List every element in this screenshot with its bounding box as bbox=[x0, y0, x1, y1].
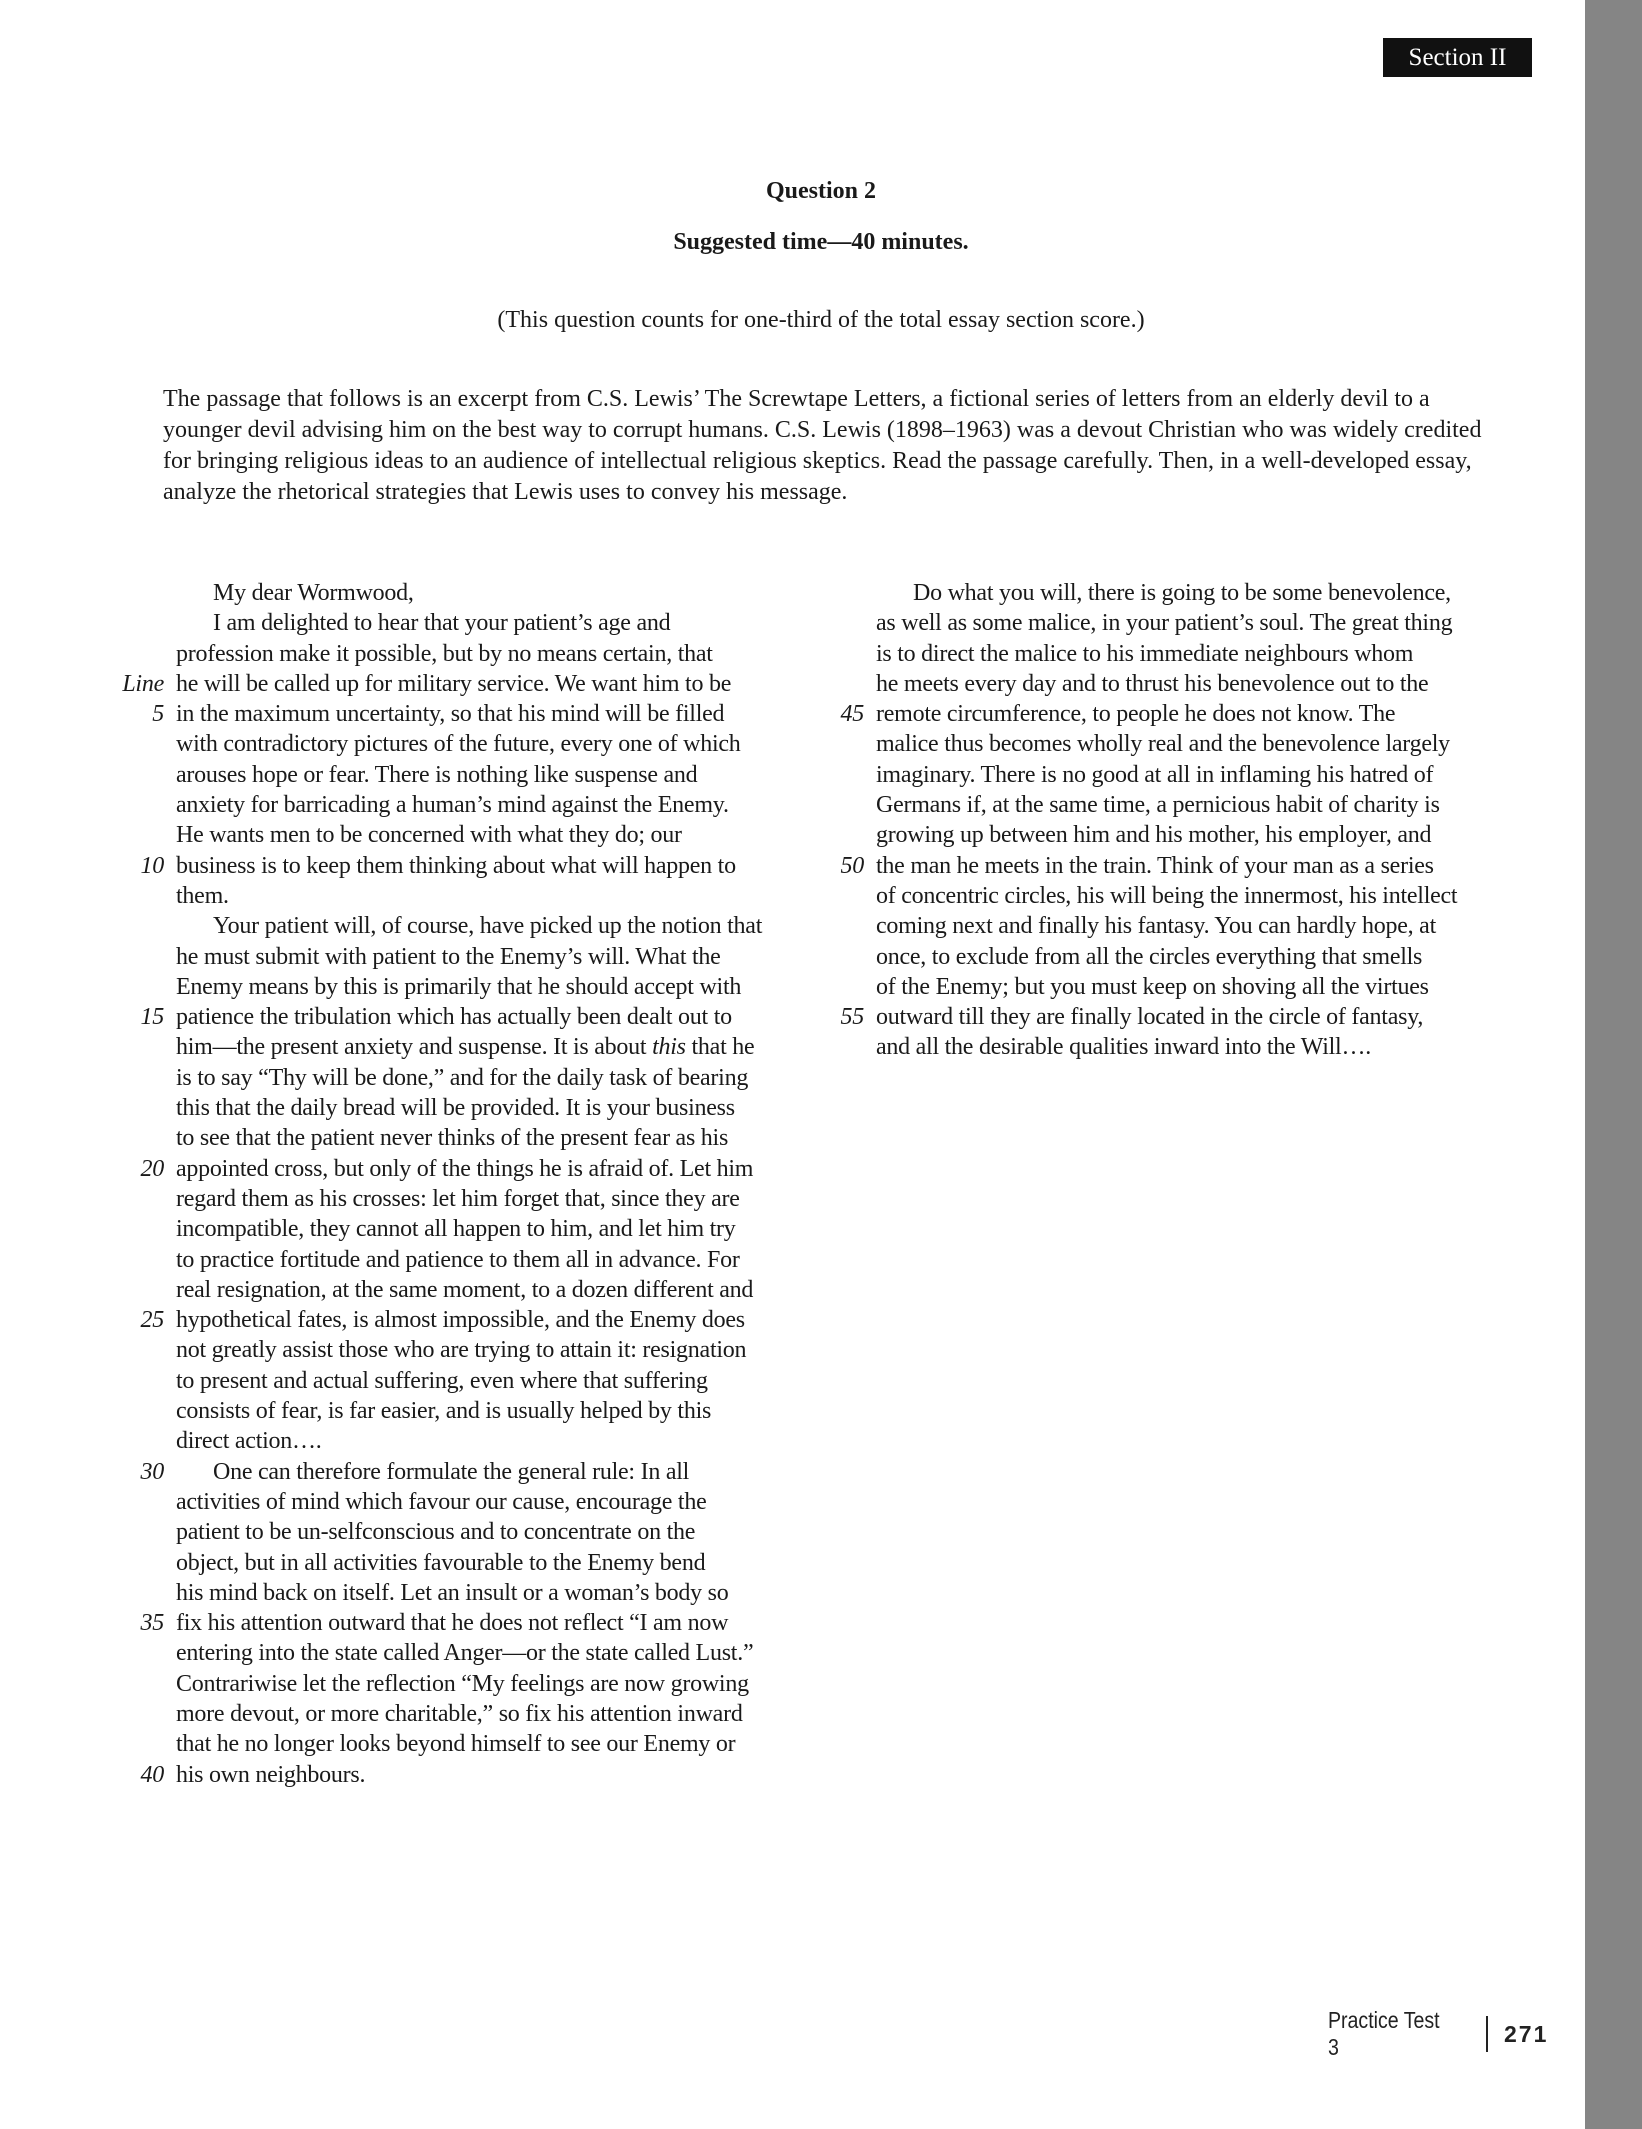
passage-line bbox=[100, 1123, 830, 1153]
passage-line bbox=[800, 608, 1530, 638]
text-segment: not greatly assist those who are trying to attain it: resignation bbox=[176, 1337, 747, 1364]
line-text bbox=[176, 1245, 740, 1275]
text-segment: I am delighted to hear that your patient’s age and bbox=[213, 610, 671, 637]
passage-line bbox=[100, 608, 830, 638]
text-segment: hypothetical fates, is almost impossible, and the Enemy does bbox=[176, 1307, 745, 1334]
text-segment: coming next and finally his fantasy. You can hardly hope, at bbox=[876, 913, 1436, 940]
page-number: 271 bbox=[1504, 2020, 1549, 2047]
passage-line bbox=[100, 881, 830, 911]
text-segment: My dear Wormwood, bbox=[213, 580, 414, 606]
line-text bbox=[876, 699, 1395, 729]
text-segment: with contradictory pictures of the future, every one of which bbox=[176, 731, 741, 758]
passage-line bbox=[100, 1245, 830, 1275]
text-segment: regard them as his crosses: let him forget that, since they are bbox=[176, 1185, 740, 1212]
text-segment: entering into the state called Anger—or the state called Lust.” bbox=[176, 1640, 754, 1667]
line-number bbox=[100, 881, 176, 911]
line-text bbox=[176, 1608, 728, 1638]
line-text bbox=[876, 881, 1457, 911]
text-segment: his own neighbours. bbox=[176, 1761, 366, 1788]
line-text bbox=[876, 820, 1431, 850]
line-number bbox=[800, 1032, 876, 1062]
passage-line bbox=[800, 851, 1530, 881]
line-number: 45 bbox=[840, 701, 864, 728]
line-text bbox=[876, 1032, 1371, 1062]
page-footer bbox=[1328, 2007, 1549, 2060]
line-number bbox=[800, 639, 876, 669]
line-text bbox=[176, 1305, 745, 1335]
text-segment: as well as some malice, in your patient’s soul. The great thing bbox=[876, 610, 1453, 637]
line-text bbox=[176, 1002, 732, 1032]
line-number bbox=[100, 942, 176, 972]
text-segment: One can therefore formulate the general rule: In all bbox=[213, 1458, 690, 1485]
text-segment: imaginary. There is no good at all in inflaming his hatred of bbox=[876, 761, 1434, 788]
section-label: Section II bbox=[1383, 38, 1532, 77]
line-number bbox=[100, 911, 176, 941]
footer-label: Practice Test 3 bbox=[1328, 2007, 1440, 2060]
passage-line bbox=[100, 1366, 830, 1396]
text-segment: he meets every day and to thrust his benevolence out to the bbox=[876, 670, 1429, 697]
line-text bbox=[176, 1366, 708, 1396]
line-number bbox=[100, 1638, 176, 1668]
line-number bbox=[100, 1275, 176, 1305]
text-segment: Your patient will, of course, have picked up the notion that bbox=[213, 913, 763, 940]
text-segment: he must submit with patient to the Enemy’s will. What the bbox=[176, 943, 721, 970]
text-segment: incompatible, they cannot all happen to him, and let him try bbox=[176, 1216, 736, 1243]
line-number bbox=[800, 729, 876, 759]
emphasis-text: this bbox=[652, 1034, 686, 1061]
text-segment: this that the daily bread will be provided. It is your business bbox=[176, 1095, 735, 1122]
line-text bbox=[176, 1063, 748, 1093]
line-text bbox=[176, 911, 762, 941]
text-segment: arouses hope or fear. There is nothing like suspense and bbox=[176, 761, 698, 788]
line-number bbox=[800, 669, 876, 699]
line-text bbox=[176, 1335, 746, 1365]
text-segment: and all the desirable qualities inward into the Will…. bbox=[876, 1034, 1371, 1061]
score-note: (This question counts for one-third of the total essay section score.) bbox=[497, 307, 1145, 333]
text-segment: Contrariwise let the reflection “My feelings are now growing bbox=[176, 1670, 749, 1697]
line-number: 35 bbox=[140, 1610, 164, 1637]
passage-line bbox=[100, 1275, 830, 1305]
line-text bbox=[876, 608, 1452, 638]
text-segment: his mind back on itself. Let an insult or a woman’s body so bbox=[176, 1579, 729, 1606]
text-segment: remote circumference, to people he does not know. The bbox=[876, 701, 1396, 728]
text-segment: growing up between him and his mother, his employer, and bbox=[876, 822, 1432, 849]
line-text bbox=[176, 972, 741, 1002]
passage-line bbox=[100, 729, 830, 759]
passage-line bbox=[100, 911, 830, 941]
line-number bbox=[100, 1123, 176, 1153]
line-text bbox=[176, 1517, 695, 1547]
line-number bbox=[100, 972, 176, 1002]
line-text bbox=[176, 578, 414, 608]
line-text bbox=[176, 851, 736, 881]
line-number bbox=[800, 608, 876, 638]
passage-line bbox=[800, 942, 1530, 972]
passage-line bbox=[100, 790, 830, 820]
line-text bbox=[176, 1729, 735, 1759]
text-segment: him—the present anxiety and suspense. It is about bbox=[176, 1034, 653, 1061]
passage-line bbox=[100, 972, 830, 1002]
line-number bbox=[100, 820, 176, 850]
line-number bbox=[100, 1366, 176, 1396]
passage-line bbox=[100, 1214, 830, 1244]
passage-line bbox=[100, 1608, 830, 1638]
line-number bbox=[100, 608, 176, 638]
line-number: 10 bbox=[140, 852, 164, 879]
passage-line bbox=[100, 1760, 830, 1790]
text-segment: profession make it possible, but by no means certain, that bbox=[176, 640, 713, 667]
line-text bbox=[876, 851, 1434, 881]
line-number bbox=[100, 639, 176, 669]
line-number bbox=[100, 1093, 176, 1123]
line-text bbox=[876, 972, 1429, 1002]
passage-line bbox=[100, 578, 830, 608]
passage-line bbox=[800, 729, 1530, 759]
text-segment: outward till they are finally located in the circle of fantasy, bbox=[876, 1004, 1424, 1031]
passage-line bbox=[800, 699, 1530, 729]
line-text bbox=[176, 1760, 365, 1790]
text-segment: he will be called up for military service. We want him to be bbox=[176, 670, 732, 697]
line-text bbox=[876, 578, 1451, 608]
line-text bbox=[176, 1578, 729, 1608]
line-text bbox=[176, 1457, 689, 1487]
text-segment: is to direct the malice to his immediate neighbours whom bbox=[876, 640, 1414, 667]
line-number bbox=[800, 972, 876, 1002]
line-text bbox=[176, 1214, 736, 1244]
passage-line bbox=[800, 820, 1530, 850]
passage-line bbox=[100, 1669, 830, 1699]
passage-column-left bbox=[100, 578, 830, 1790]
passage-line bbox=[800, 639, 1530, 669]
text-segment: patient to be un-selfconscious and to concentrate on the bbox=[176, 1519, 696, 1546]
line-number: 25 bbox=[140, 1307, 164, 1334]
line-number: 55 bbox=[840, 1004, 864, 1031]
line-number bbox=[100, 1426, 176, 1456]
line-number bbox=[100, 790, 176, 820]
line-text bbox=[176, 1396, 711, 1426]
line-text bbox=[876, 760, 1433, 790]
passage-line bbox=[100, 942, 830, 972]
text-segment: activities of mind which favour our cause, encourage the bbox=[176, 1488, 707, 1515]
line-number bbox=[100, 760, 176, 790]
line-text bbox=[876, 669, 1428, 699]
line-text bbox=[876, 729, 1450, 759]
line-number bbox=[100, 1063, 176, 1093]
line-number: 50 bbox=[840, 852, 864, 879]
line-text bbox=[876, 639, 1413, 669]
line-text bbox=[876, 790, 1440, 820]
passage-line bbox=[100, 1457, 830, 1487]
line-text bbox=[176, 1184, 740, 1214]
text-segment: anxiety for barricading a human’s mind against the Enemy. bbox=[176, 792, 729, 819]
passage-line bbox=[800, 669, 1530, 699]
suggested-time: Suggested time—40 minutes. bbox=[673, 229, 969, 255]
passage-line bbox=[800, 578, 1530, 608]
line-text bbox=[176, 639, 713, 669]
passage-line bbox=[800, 790, 1530, 820]
line-number bbox=[100, 1517, 176, 1547]
text-segment: fix his attention outward that he does not reflect “I am now bbox=[176, 1610, 729, 1637]
text-segment: object, but in all activities favourable to the Enemy bend bbox=[176, 1549, 706, 1576]
text-segment: to present and actual suffering, even where that suffering bbox=[176, 1367, 708, 1394]
passage-line bbox=[100, 1184, 830, 1214]
passage-line bbox=[100, 1335, 830, 1365]
passage-line bbox=[100, 639, 830, 669]
passage-line bbox=[100, 699, 830, 729]
line-number bbox=[100, 1578, 176, 1608]
text-segment: them. bbox=[176, 882, 229, 909]
passage-line bbox=[100, 1699, 830, 1729]
passage-line bbox=[100, 1396, 830, 1426]
passage-line bbox=[100, 1487, 830, 1517]
text-segment: to see that the patient never thinks of the present fear as his bbox=[176, 1125, 729, 1152]
line-text bbox=[176, 608, 670, 638]
text-segment: direct action…. bbox=[176, 1428, 322, 1455]
line-number bbox=[800, 760, 876, 790]
line-text bbox=[176, 1669, 749, 1699]
passage-line bbox=[100, 1578, 830, 1608]
line-number bbox=[100, 1548, 176, 1578]
line-text bbox=[176, 1123, 728, 1153]
line-text bbox=[176, 1093, 735, 1123]
passage-line bbox=[100, 1426, 830, 1456]
passage-column-right bbox=[800, 578, 1530, 1063]
line-text bbox=[176, 1699, 743, 1729]
text-segment: Enemy means by this is primarily that he should accept with bbox=[176, 973, 742, 1000]
text-segment: to practice fortitude and patience to them all in advance. For bbox=[176, 1246, 740, 1273]
line-text bbox=[176, 1426, 322, 1456]
passage-line bbox=[100, 1093, 830, 1123]
line-number bbox=[100, 1729, 176, 1759]
line-number: 5 bbox=[152, 701, 164, 728]
text-segment: real resignation, at the same moment, to a dozen different and bbox=[176, 1276, 754, 1303]
passage-line bbox=[800, 911, 1530, 941]
line-number bbox=[800, 942, 876, 972]
line-number: 20 bbox=[140, 1155, 164, 1182]
line-number: 30 bbox=[140, 1458, 164, 1485]
passage-line bbox=[800, 972, 1530, 1002]
line-text bbox=[876, 911, 1436, 941]
line-text bbox=[176, 699, 724, 729]
passage-line bbox=[100, 1063, 830, 1093]
line-text bbox=[176, 760, 697, 790]
passage-line bbox=[100, 1729, 830, 1759]
line-number bbox=[100, 1487, 176, 1517]
text-segment: patience the tribulation which has actually been dealt out to bbox=[176, 1004, 732, 1031]
text-segment: of the Enemy; but you must keep on shoving all the virtues bbox=[876, 973, 1429, 1000]
line-text bbox=[176, 1032, 754, 1062]
text-segment: that he no longer looks beyond himself to see our Enemy or bbox=[176, 1731, 736, 1758]
line-number bbox=[100, 1214, 176, 1244]
passage-line bbox=[100, 1517, 830, 1547]
line-text bbox=[176, 790, 729, 820]
text-segment: once, to exclude from all the circles everything that smells bbox=[876, 943, 1423, 970]
line-number: 40 bbox=[140, 1761, 164, 1788]
line-text bbox=[176, 1275, 753, 1305]
line-text bbox=[176, 820, 682, 850]
line-text bbox=[176, 1548, 705, 1578]
passage-line bbox=[100, 669, 830, 699]
passage-line bbox=[100, 1548, 830, 1578]
passage-line bbox=[100, 1305, 830, 1335]
line-number: Line bbox=[122, 670, 164, 697]
text-segment: Germans if, at the same time, a pernicious habit of charity is bbox=[876, 792, 1440, 819]
line-text bbox=[176, 1154, 753, 1184]
line-number bbox=[800, 881, 876, 911]
line-number bbox=[800, 578, 876, 608]
passage-line bbox=[800, 1032, 1530, 1062]
text-segment: Do what you will, there is going to be some benevolence, bbox=[913, 580, 1451, 606]
line-number bbox=[100, 1699, 176, 1729]
line-text bbox=[176, 669, 731, 699]
text-segment: appointed cross, but only of the things he is afraid of. Let him bbox=[176, 1155, 754, 1182]
passage-line bbox=[100, 1032, 830, 1062]
text-segment: of concentric circles, his will being the innermost, his intellect bbox=[876, 882, 1458, 909]
passage-line bbox=[100, 1154, 830, 1184]
line-text bbox=[176, 881, 229, 911]
text-segment: He wants men to be concerned with what they do; our bbox=[176, 822, 682, 849]
line-text bbox=[176, 942, 721, 972]
passage-line bbox=[100, 851, 830, 881]
text-segment: malice thus becomes wholly real and the benevolence largely bbox=[876, 731, 1450, 758]
line-text bbox=[876, 1002, 1423, 1032]
line-number bbox=[100, 1032, 176, 1062]
prompt-paragraph: The passage that follows is an excerpt from C.S. Lewis’ The Screwtape Letters, a fictional series of letters from an elderly devil to a younger devil advising him on the best way to corrupt humans. C.S. Lewis (1898–1963) was a devout Christian who was widely credited for bringing religious ideas to an audience of intellectual religious skeptics. Read the passage carefully. Then, in a well-developed essay, analyze the rhetorical strategies that Lewis uses to convey his message. bbox=[163, 386, 1482, 505]
text-segment: consists of fear, is far easier, and is usually helped by this bbox=[176, 1398, 712, 1425]
text-segment: more devout, or more charitable,” so fix his attention inward bbox=[176, 1700, 743, 1727]
line-number bbox=[100, 1184, 176, 1214]
line-text bbox=[176, 1638, 753, 1668]
passage-line bbox=[800, 760, 1530, 790]
text-segment: in the maximum uncertainty, so that his mind will be filled bbox=[176, 701, 725, 728]
passage-line bbox=[100, 820, 830, 850]
question-title: Question 2 bbox=[765, 178, 876, 204]
line-text bbox=[176, 729, 741, 759]
line-number bbox=[100, 1335, 176, 1365]
line-number bbox=[100, 1669, 176, 1699]
text-segment: is to say “Thy will be done,” and for the daily task of bearing bbox=[176, 1064, 749, 1091]
line-number bbox=[100, 578, 176, 608]
passage-line bbox=[100, 760, 830, 790]
line-number bbox=[100, 729, 176, 759]
line-number bbox=[800, 820, 876, 850]
line-number bbox=[800, 790, 876, 820]
passage-line bbox=[800, 1002, 1530, 1032]
text-segment: business is to keep them thinking about what will happen to bbox=[176, 852, 736, 879]
text-segment: that he bbox=[685, 1034, 755, 1061]
line-number bbox=[100, 1245, 176, 1275]
line-text bbox=[176, 1487, 706, 1517]
text-segment: the man he meets in the train. Think of your man as a series bbox=[876, 852, 1434, 879]
line-number: 15 bbox=[140, 1004, 164, 1031]
passage-line bbox=[100, 1638, 830, 1668]
line-number bbox=[800, 911, 876, 941]
line-text bbox=[876, 942, 1422, 972]
passage-line bbox=[800, 881, 1530, 911]
footer-divider bbox=[1486, 2016, 1488, 2052]
passage-line bbox=[100, 1002, 830, 1032]
line-number bbox=[100, 1396, 176, 1426]
